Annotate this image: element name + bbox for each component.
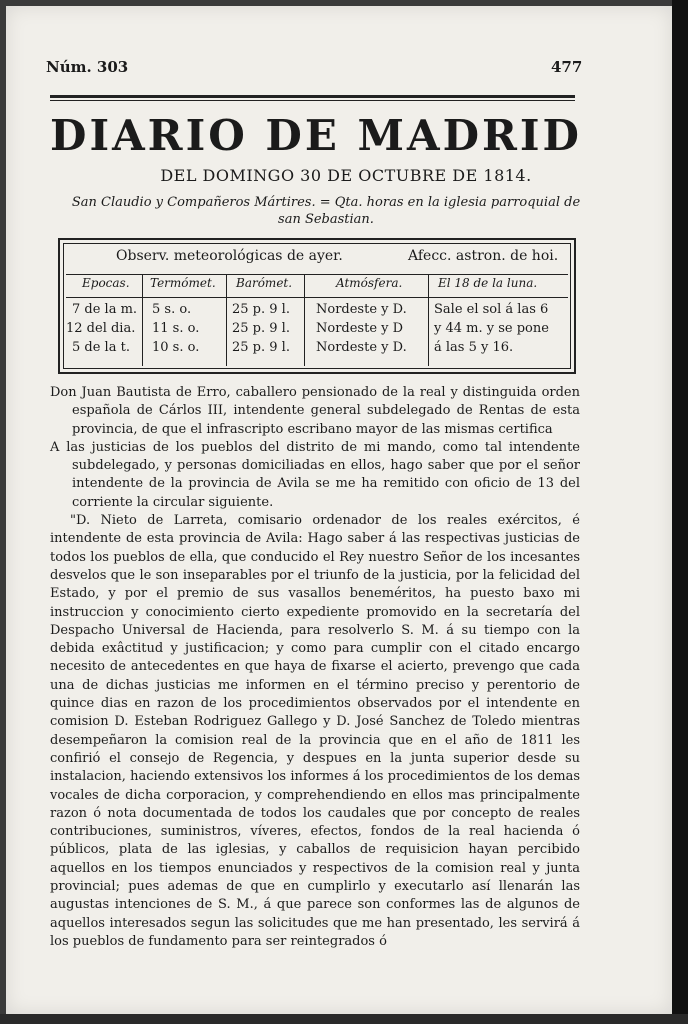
saints-of-the-day: San Claudio y Compañeros Mártires. = Qta. horas en la iglesia parroquial de san Sebastian.	[71, 195, 581, 227]
column-divider	[428, 274, 429, 366]
newspaper-page	[6, 6, 672, 1014]
paragraph: A las justicias de los pueblos del distrito de mi mando, como tal intendente subdelegado, y personas domiciliadas en ellos, hago saber que por el señor intendente de la provincia de Avila se me ha remitido con oficio de 13 del corriente la circular siguiente.	[50, 439, 580, 510]
article-body	[50, 384, 580, 951]
termometro-cell: 5 s. o.	[152, 302, 192, 317]
dateline: DEL DOMINGO 30 DE OCTUBRE DE 1814.	[160, 166, 532, 185]
termometro-cell: 11 s. o.	[152, 321, 200, 336]
epoca-cell: 7 de la m.	[72, 302, 138, 317]
scan-edge-bottom	[0, 1014, 688, 1024]
epoca-cell: 12 del dia.	[66, 321, 136, 336]
barometro-cell: 25 p. 9 l.	[232, 321, 290, 336]
barometro-cell: 25 p. 9 l.	[232, 302, 290, 317]
header-rule-thin	[50, 100, 575, 101]
column-header: Epocas.	[82, 276, 130, 290]
paragraph: Don Juan Bautista de Erro, caballero pensionado de la real y distinguida orden española de Cárlos III, intendente general subdelegado de Rentas de esta provincia, de que el infrascripto escribano mayor de las mismas certifica	[50, 385, 580, 437]
atmosfera-cell: Nordeste y D.	[316, 302, 407, 317]
paragraph: "D. Nieto de Larreta, comisario ordenador de los reales exércitos, é intendente de esta provincia de Avila: Hago saber á las respectivas justicias de todos los pueblos de ella, que conducido el Rey nuestro Señor de los incesantes desvelos que le son inseparables por el triunfo de la justicia, por la felicidad del Estado, y por el premio de sus vasallos beneméritos, ha puesto baxo mi instruccion y conocimiento cierto expediente promovido en la secretaría del Despacho Universal de Hacienda, para resolverlo S. M. á su tiempo con la debida exâctitud y justificacion; y como para cumplir con el citado encargo necesito de antecedentes en que haya de fixarse el acierto, prevengo que cada una de dichas justicias me informen en el término preciso y perentorio de quince dias en razon de los procedimientos observados por el intendente en comision D. Esteban Rodriguez Gallego y D. José Sanchez de Toledo mientras desempeñaron la comision real de la provincia que en el año de 1811 les confirió el consejo de Regencia, y despues en la junta superior desde su instalacion, haciendo extensivos los informes á los procedimientos de los demas vocales de dicha corporacion, y comprehendiendo en ellos mas principalmente razon ó nota documentada de todos los caudales que por concepto de reales contribuciones, suministros, víveres, efectos, fondos de la real hacienda ó públicos, plata de las iglesias, y caballos de requisicion hayan percibido aquellos en los tiempos enunciados y respectivos de la comision real y junta provincial; pues ademas de que en cumplirlo y executarlo así llenarán las augustas intenciones de S. M., á que parece son conformes las de algunos de aquellos interesados segun las solicitudes que me han presentado, les servirá á los pueblos de fundamento para ser reintegrados ó	[50, 513, 580, 949]
column-header: Termómet.	[150, 276, 216, 290]
astro-cell: á las 5 y 16.	[434, 340, 514, 355]
page-number: 477	[551, 58, 583, 76]
astro-heading: Afecc. astron. de hoi.	[408, 248, 559, 264]
column-divider	[304, 274, 305, 366]
scan-edge-right	[672, 0, 688, 1024]
issue-number: Núm. 303	[46, 58, 129, 76]
header-rule	[50, 95, 575, 98]
column-header: El 18 de la luna.	[438, 276, 538, 290]
atmosfera-cell: Nordeste y D.	[316, 340, 407, 355]
epoca-cell: 5 de la t.	[72, 340, 130, 355]
atmosfera-cell: Nordeste y D	[316, 321, 404, 336]
astro-cell: Sale el sol á las 6	[434, 302, 549, 317]
column-header: Barómet.	[236, 276, 293, 290]
termometro-cell: 10 s. o.	[152, 340, 200, 355]
column-divider	[226, 274, 227, 366]
barometro-cell: 25 p. 9 l.	[232, 340, 290, 355]
masthead-title: DIARIO DE MADRID	[50, 111, 582, 160]
astro-cell: y 44 m. y se pone	[434, 321, 549, 336]
weather-table	[58, 238, 576, 374]
column-header: Atmósfera.	[336, 276, 403, 290]
weather-heading: Observ. meteorológicas de ayer.	[116, 248, 343, 264]
column-divider	[142, 274, 143, 366]
